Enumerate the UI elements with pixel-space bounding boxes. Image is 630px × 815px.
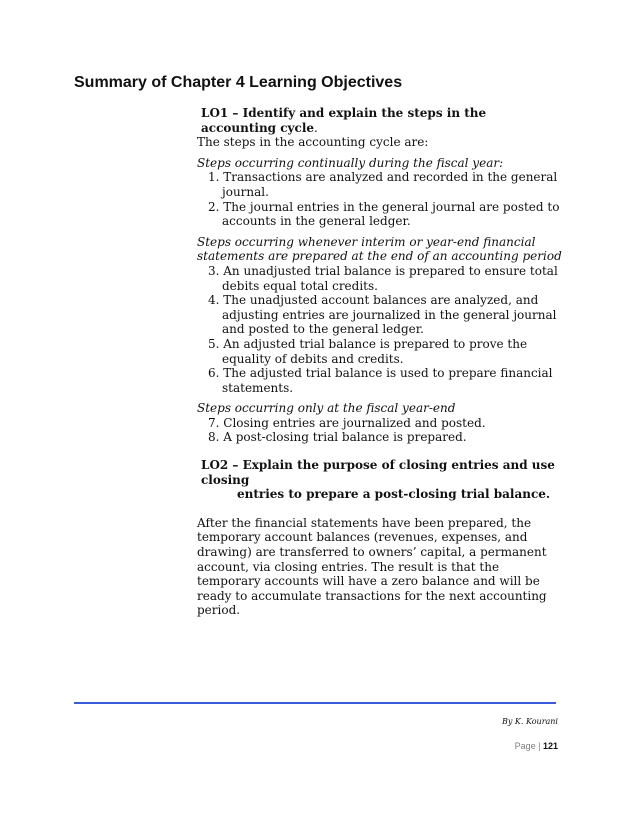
lo2-heading-line1: LO2 – Explain the purpose of closing entries and use closing (201, 458, 555, 487)
lo1-heading-text: LO1 – Identify and explain the steps in the accounting cycle (201, 106, 487, 135)
page-number (515, 741, 558, 751)
chapter-summary-body (197, 106, 562, 618)
steps-section-year-end (197, 401, 562, 445)
page-number-value: 121 (542, 741, 558, 751)
steps-section-continual (197, 156, 562, 229)
step-item: 1. Transactions are analyzed and recorded in the general journal. (208, 170, 558, 199)
lo2-heading (201, 458, 562, 502)
step-item: 3. An unadjusted trial balance is prepared to ensure total debits equal total credits. (208, 263, 558, 293)
step-item: 8. A post-closing trial balance is prepared. (208, 430, 467, 445)
lo2-paragraph: After the financial statements have been prepared, the temporary account balances (revenues, expenses, and drawing) are transferred to owners’ capital, a permanent account, via closing entries. The result is that the temporary accounts will have a zero balance and will be ready to accumulate transactions for the next accounting period. (197, 515, 547, 618)
steps-section-period-end (197, 235, 562, 396)
page-label: Page | (514, 741, 541, 751)
step-item: 2. The journal entries in the general journal are posted to accounts in the general ledger. (208, 199, 560, 229)
step-item: 4. The unadjusted account balances are analyzed, and adjusting entries are journalized in the general journal and posted to the general ledger. (208, 293, 557, 337)
lo1-heading (201, 106, 562, 135)
lo1-heading-period: . (314, 120, 318, 135)
section-label: Steps occurring whenever interim or year-end financial statements are prepared at the end of an accounting period (197, 234, 562, 264)
step-item: 5. An adjusted trial balance is prepared to prove the equality of debits and credits. (208, 336, 528, 366)
section-label: Steps occurring continually during the fiscal year: (197, 155, 504, 170)
step-item: 6. The adjusted trial balance is used to prepare financial statements. (208, 366, 553, 395)
chapter-title: Summary of Chapter 4 Learning Objectives (74, 74, 403, 91)
step-item: 7. Closing entries are journalized and posted. (208, 415, 486, 430)
lo1-intro: The steps in the accounting cycle are: (197, 135, 429, 150)
footer-divider (74, 702, 556, 704)
author-credit: By K. Kourani (501, 717, 558, 726)
step-list (197, 416, 562, 445)
step-list (197, 170, 562, 228)
section-label: Steps occurring only at the fiscal year-end (197, 401, 456, 416)
lo2-heading-line2: entries to prepare a post-closing trial balance. (237, 487, 551, 502)
step-list (197, 264, 562, 395)
